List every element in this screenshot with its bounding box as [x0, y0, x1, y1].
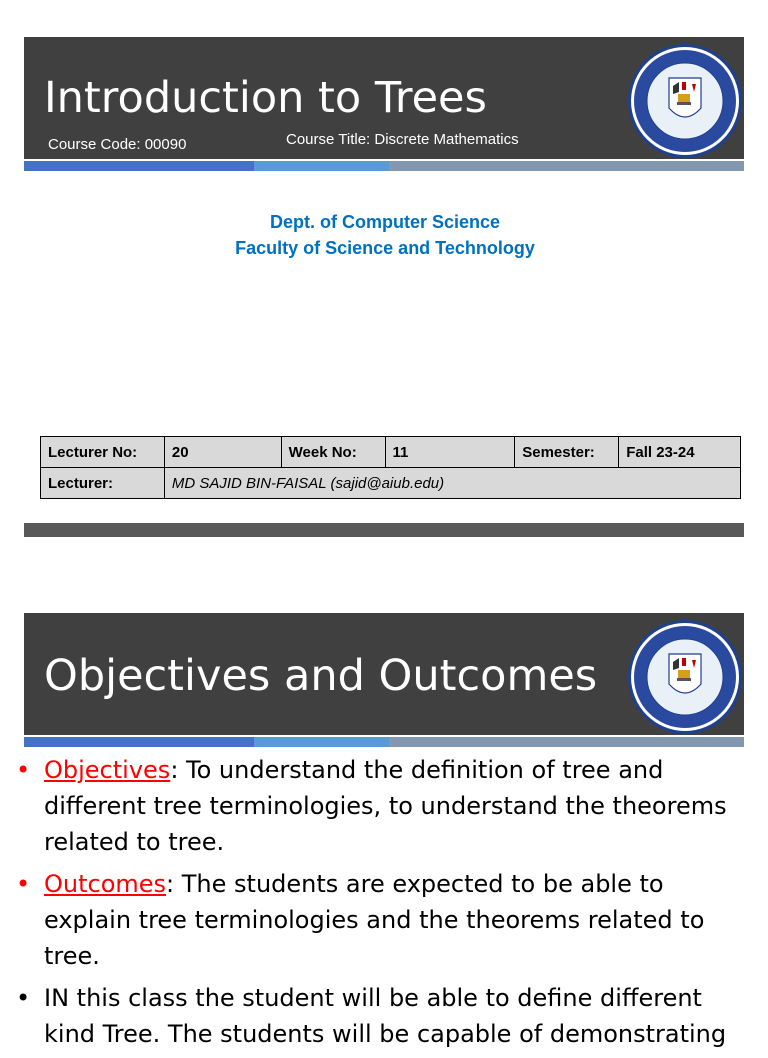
list-item — [16, 866, 746, 974]
bullet-icon: • — [16, 870, 31, 898]
table-row — [41, 437, 741, 468]
outcomes-text: : The students are expected to be able to explain tree terminologies and the theorems related to tree. — [44, 870, 705, 970]
bullet-icon: • — [16, 984, 31, 1012]
bullet-icon: • — [16, 756, 31, 784]
objectives-text: : To understand the definition of tree and different tree terminologies, to understand the theorems related to tree. — [44, 756, 727, 856]
faculty-name: Faculty of Science and Technology — [235, 238, 535, 258]
week-no-label: Week No: — [281, 437, 385, 468]
course-code: Course Code: 00090 — [48, 136, 187, 153]
slide1-accent-stripe — [24, 161, 744, 171]
objectives-list — [16, 752, 746, 1058]
outcomes-keyword: Outcomes — [44, 870, 167, 898]
table-row — [41, 468, 741, 499]
semester-value: Fall 23-24 — [619, 437, 741, 468]
list-item — [16, 752, 746, 860]
objectives-keyword: Objectives — [44, 756, 171, 784]
list-item — [16, 980, 746, 1052]
lecture-info-table — [40, 436, 741, 499]
university-logo-icon — [626, 618, 744, 736]
course-title: Course Title: Discrete Mathematics — [286, 131, 519, 148]
class-description-text: IN this class the student will be able to define different kind Tree. The students will be capable of demonstrating — [44, 984, 727, 1048]
semester-label: Semester: — [515, 437, 619, 468]
university-logo-icon — [626, 42, 744, 160]
department-name: Dept. of Computer Science — [269, 212, 501, 232]
slide1-bottom-divider — [24, 523, 744, 537]
lecturer-no-value: 20 — [164, 437, 281, 468]
week-no-value: 11 — [385, 437, 515, 468]
lecturer-label: Lecturer: — [41, 468, 165, 499]
slide2-title: Objectives and Outcomes — [44, 651, 598, 701]
slide2-accent-stripe — [24, 737, 744, 747]
lecturer-value: MD SAJID BIN-FAISAL (sajid@aiub.edu) — [164, 468, 740, 499]
slide1-title: Introduction to Trees — [44, 73, 487, 123]
lecturer-no-label: Lecturer No: — [41, 437, 165, 468]
